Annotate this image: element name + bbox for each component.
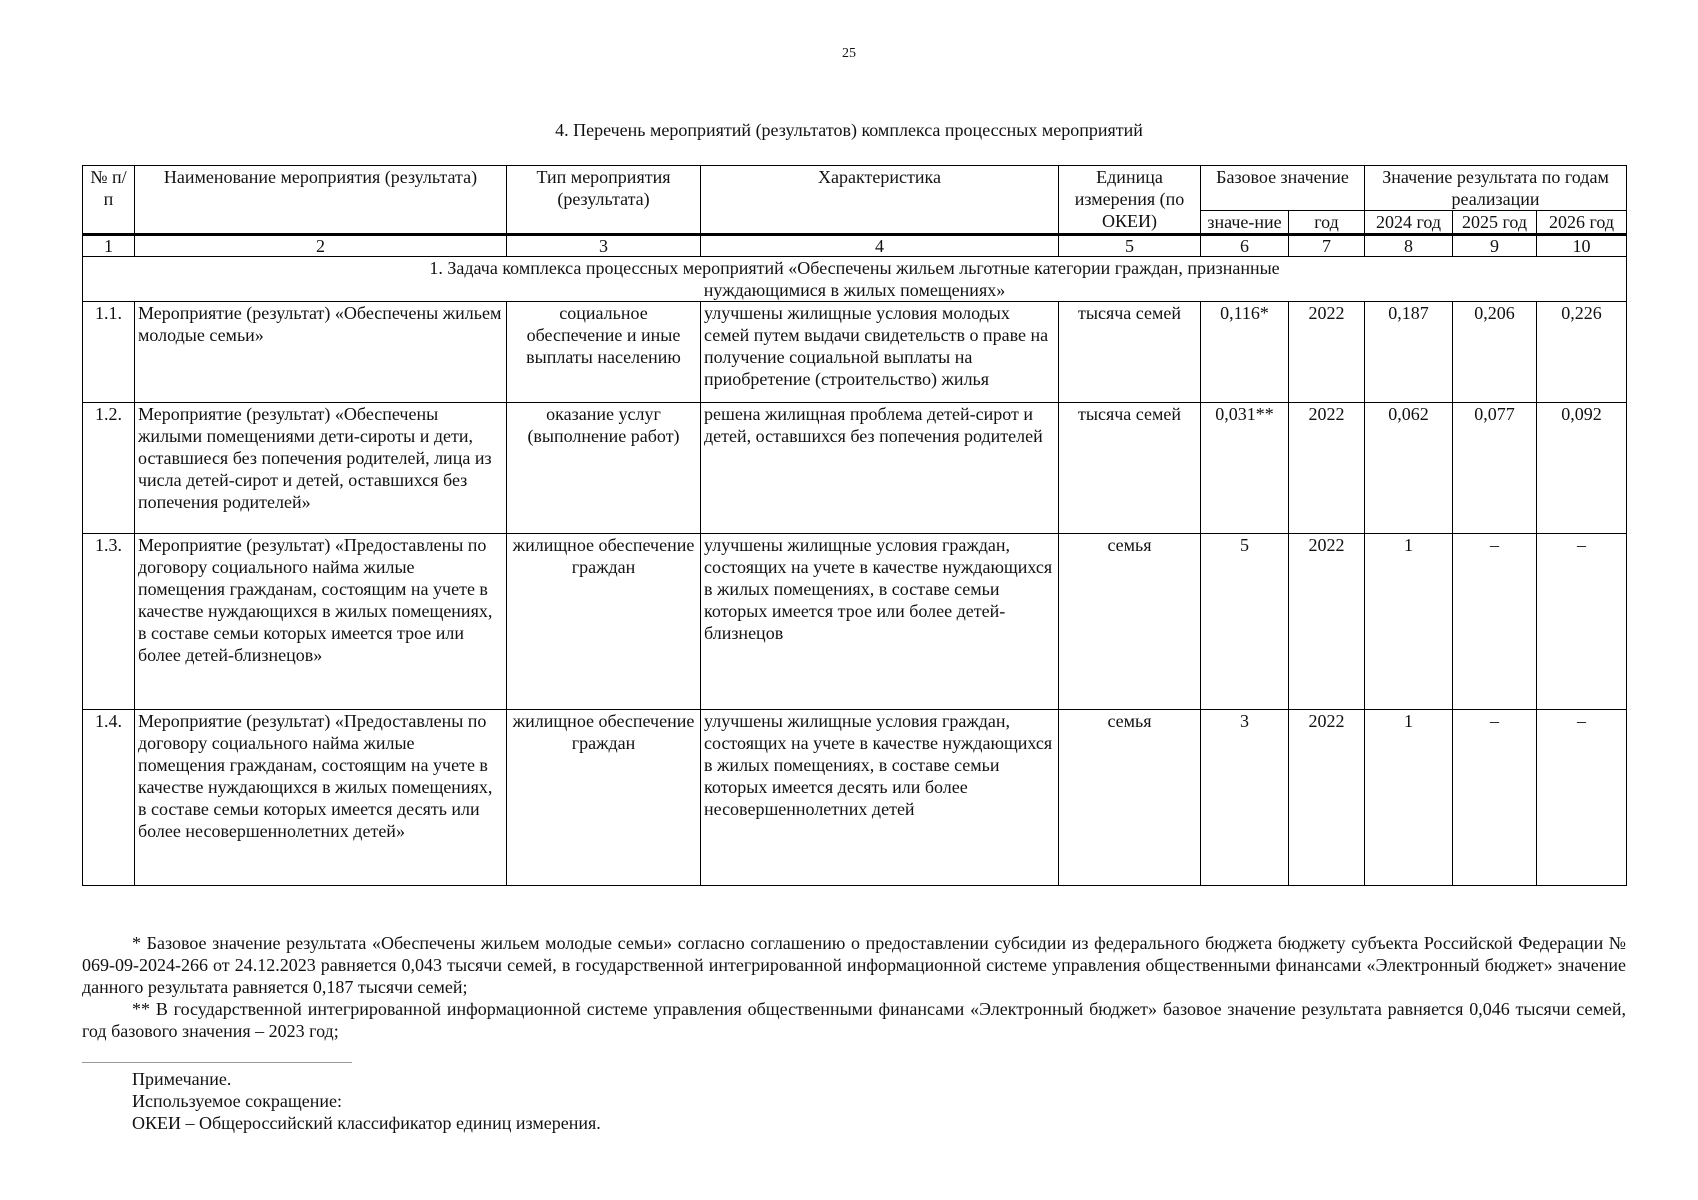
footnote-double-asterisk: ** В государственной интегрированной информационной системе управления общественными финансами «Электронный бюджет» базовое значение результата равняется 0,046 тысячи семей, год базового значения – 2023 год; [82, 999, 1626, 1041]
row-base-year: 2022 [1289, 302, 1365, 403]
row-name: Мероприятие (результат) «Обеспечены жильем молодые семьи» [135, 302, 507, 403]
row-base-value: 5 [1201, 534, 1289, 710]
footnote-single-asterisk: * Базовое значение результата «Обеспечены жильем молодые семьи» согласно соглашению о предоставлении субсидии из федерального бюджета бюджету субъекта Российской Федерации № 069-09-2024-266 от 24.12.2023 равняется 0,043 тысячи семей, в государственной интегрированной информационной системе управления общественными финансами «Электронный бюджет» значение данного результата равняется 0,187 тысячи семей; [82, 933, 1626, 997]
page-number: 25 [842, 46, 856, 61]
row-name: Мероприятие (результат) «Предоставлены по договору социального найма жилые помещения гражданам, состоящим на учете в качестве нуждающихся в жилых помещениях, в составе семьи которых имеется десять или более несовершеннолетних детей» [135, 710, 507, 886]
header-name: Наименование мероприятия (результата) [135, 166, 507, 235]
column-number: 5 [1059, 235, 1201, 257]
table-row [83, 302, 1627, 403]
row-unit: тысяча семей [1059, 403, 1201, 534]
task-row [83, 257, 1627, 302]
column-number: 6 [1201, 235, 1289, 257]
footnote-divider [82, 1062, 352, 1063]
row-value-2026: 0,092 [1537, 403, 1627, 534]
row-unit: семья [1059, 710, 1201, 886]
row-num: 1.3. [83, 534, 135, 710]
row-value-2025: 0,077 [1453, 403, 1537, 534]
row-value-2025: – [1453, 710, 1537, 886]
row-name: Мероприятие (результат) «Предоставлены по договору социального найма жилые помещения гражданам, состоящим на учете в качестве нуждающихся в жилых помещениях, в составе семьи которых имеется трое или более детей-близнецов» [135, 534, 507, 710]
column-number: 10 [1537, 235, 1627, 257]
table-row [83, 710, 1627, 886]
row-base-value: 0,116* [1201, 302, 1289, 403]
header-base: Базовое значение [1201, 166, 1365, 211]
row-value-2025: – [1453, 534, 1537, 710]
row-base-year: 2022 [1289, 710, 1365, 886]
measures-table [82, 165, 1627, 886]
row-base-year: 2022 [1289, 534, 1365, 710]
row-num: 1.1. [83, 302, 135, 403]
row-num: 1.2. [83, 403, 135, 534]
header-2026: 2026 год [1537, 211, 1627, 235]
row-name: Мероприятие (результат) «Обеспечены жилыми помещениями дети-сироты и дети, оставшиеся без попечения родителей, лица из числа детей-сирот и детей, оставшихся без попечения родителей» [135, 403, 507, 534]
header-2025: 2025 год [1453, 211, 1537, 235]
column-number-row [83, 235, 1627, 257]
row-value-2026: – [1537, 534, 1627, 710]
header-base-value: значе-ние [1201, 211, 1289, 235]
row-num: 1.4. [83, 710, 135, 886]
row-value-2024: 1 [1365, 534, 1453, 710]
header-unit: Единица измерения (по ОКЕИ) [1059, 166, 1201, 235]
row-value-2026: 0,226 [1537, 302, 1627, 403]
header-num: № п/п [83, 166, 135, 235]
row-unit: тысяча семей [1059, 302, 1201, 403]
note-abbrev-label: Используемое сокращение: [132, 1091, 342, 1111]
note-heading: Примечание. [132, 1069, 232, 1089]
row-characteristic: улучшены жилищные условия граждан, состоящих на учете в качестве нуждающихся в жилых помещениях, в составе семьи которых имеется трое или более детей-близнецов [701, 534, 1059, 710]
row-type: оказание услуг (выполнение работ) [507, 403, 701, 534]
row-type: жилищное обеспечение граждан [507, 710, 701, 886]
column-number: 1 [83, 235, 135, 257]
column-number: 8 [1365, 235, 1453, 257]
column-number: 4 [701, 235, 1059, 257]
header-result: Значение результата по годам реализации [1365, 166, 1627, 211]
header-characteristic: Характеристика [701, 166, 1059, 235]
note-abbrev: ОКЕИ – Общероссийский классификатор единиц измерения. [132, 1113, 601, 1133]
table-row [83, 534, 1627, 710]
row-characteristic: улучшены жилищные условия молодых семей путем выдачи свидетельств о праве на получение социальной выплаты на приобретение (строительство) жилья [701, 302, 1059, 403]
row-type: жилищное обеспечение граждан [507, 534, 701, 710]
row-value-2026: – [1537, 710, 1627, 886]
row-base-value: 3 [1201, 710, 1289, 886]
column-number: 9 [1453, 235, 1537, 257]
note-block [132, 1068, 601, 1134]
row-base-year: 2022 [1289, 403, 1365, 534]
header-type: Тип мероприятия (результата) [507, 166, 701, 235]
column-number: 7 [1289, 235, 1365, 257]
row-value-2024: 0,062 [1365, 403, 1453, 534]
header-base-year: год [1289, 211, 1365, 235]
row-value-2024: 1 [1365, 710, 1453, 886]
row-value-2024: 0,187 [1365, 302, 1453, 403]
row-unit: семья [1059, 534, 1201, 710]
row-characteristic: решена жилищная проблема детей-сирот и детей, оставшихся без попечения родителей [701, 403, 1059, 534]
table-row [83, 403, 1627, 534]
task-title: 1. Задача комплекса процессных мероприятий «Обеспечены жильем льготные категории граждан, признанные нуждающимися в жилых помещениях» [83, 257, 1627, 302]
column-number: 2 [135, 235, 507, 257]
row-type: социальное обеспечение и иные выплаты населению [507, 302, 701, 403]
header-2024: 2024 год [1365, 211, 1453, 235]
footnotes [82, 932, 1626, 1042]
row-value-2025: 0,206 [1453, 302, 1537, 403]
column-number: 3 [507, 235, 701, 257]
row-base-value: 0,031** [1201, 403, 1289, 534]
row-characteristic: улучшены жилищные условия граждан, состоящих на учете в качестве нуждающихся в жилых помещениях, в составе семьи которых имеется десять или более несовершеннолетних детей [701, 710, 1059, 886]
section-title: 4. Перечень мероприятий (результатов) комплекса процессных мероприятий [555, 120, 1143, 140]
